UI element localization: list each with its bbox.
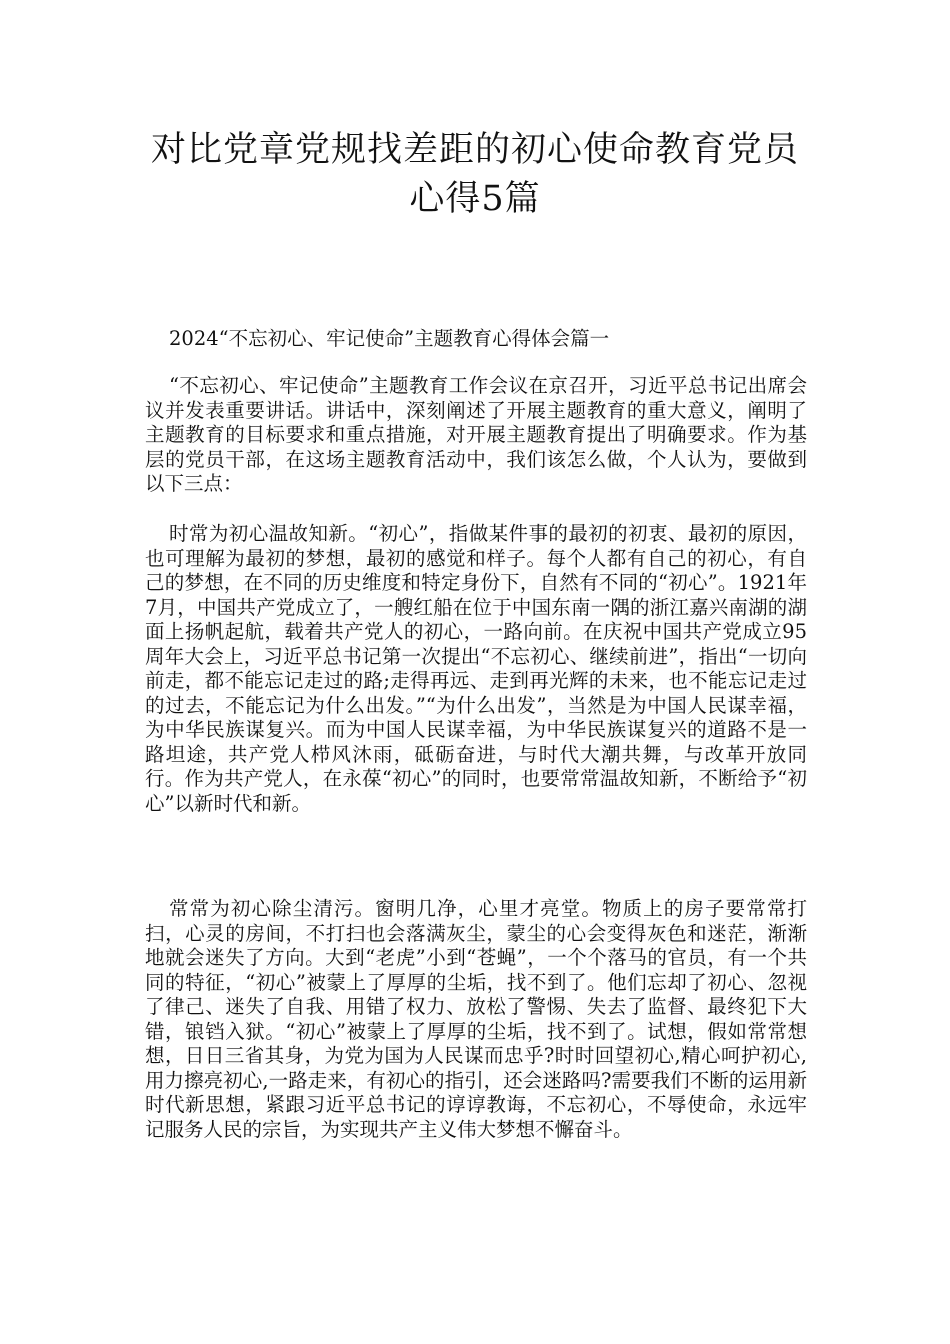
paragraph-point-one: 时常为初心温故知新。“初心”，指做某件事的最初的初衷、最初的原因，也可理解为最初的梦想，最初的感觉和样子。每个人都有自己的初心，有自己的梦想，在不同的历史维度和特定身份下，自然有不同的“初心”。1921年7月，中国共产党成立了，一艘红船在位于中国东南一隅的浙江嘉兴南湖的湖面上扬帆起航，载着共产党人的初心，一路向前。在庆祝中国共产党成立95周年大会上，习近平总书记第一次提出“不忘初心、继续前进”，指出“一切向前走，都不能忘记走过的路;走得再远、走到再光辉的未来，也不能忘记走过的过去，不能忘记为什么出发。”“为什么出发”，当然是为中国人民谋幸福，为中华民族谋复兴。而为中国人民谋幸福，为中华民族谋复兴的道路不是一路坦途，共产党人栉风沐雨，砥砺奋进，与时代大潮共舞，与改革开放同行。作为共产党人，在永葆“初心”的同时，也要常常温故知新，不断给予“初心”以新时代和新。 (145, 522, 807, 815)
document-title (100, 126, 850, 224)
title-line-1: 对比党章党规找差距的初心使命教育党员 (150, 130, 799, 170)
paragraph-intro: “不忘初心、牢记使命”主题教育工作会议在京召开，习近平总书记出席会议并发表重要讲话。讲话中，深刻阐述了开展主题教育的重大意义，阐明了主题教育的目标要求和重点措施，对开展主题教育提出了明确要求。作为基层的党员干部，在这场主题教育活动中，我们该怎么做，个人认为，要做到以下三点： (145, 374, 807, 495)
section-heading: 2024“不忘初心、牢记使命”主题教育心得体会篇一 (169, 327, 610, 350)
paragraph-point-two: 常常为初心除尘清污。窗明几净，心里才亮堂。物质上的房子要常常打扫，心灵的房间，不打扫也会落满灰尘，蒙尘的心会变得灰色和迷茫，渐渐地就会迷失了方向。大到“老虎”小到“苍蝇”，一个个落马的官员，有一个共同的特征，“初心”被蒙上了厚厚的尘垢，找不到了。他们忘却了初心、忽视了律己、迷失了自我、用错了权力、放松了警惕、失去了监督、最终犯下大错，锒铛入狱。“初心”被蒙上了厚厚的尘垢，找不到了。试想，假如常常想想，日日三省其身，为党为国为人民谋而忠乎?时时回望初心,精心呵护初心,用力擦亮初心,一路走来，有初心的指引，还会迷路吗?需要我们不断的运用新时代新思想，紧跟习近平总书记的谆谆教诲，不忘初心，不辱使命，永远牢记服务人民的宗旨，为实现共产主义伟大梦想不懈奋斗。 (145, 897, 807, 1141)
title-line-2: 心得5篇 (409, 179, 541, 219)
